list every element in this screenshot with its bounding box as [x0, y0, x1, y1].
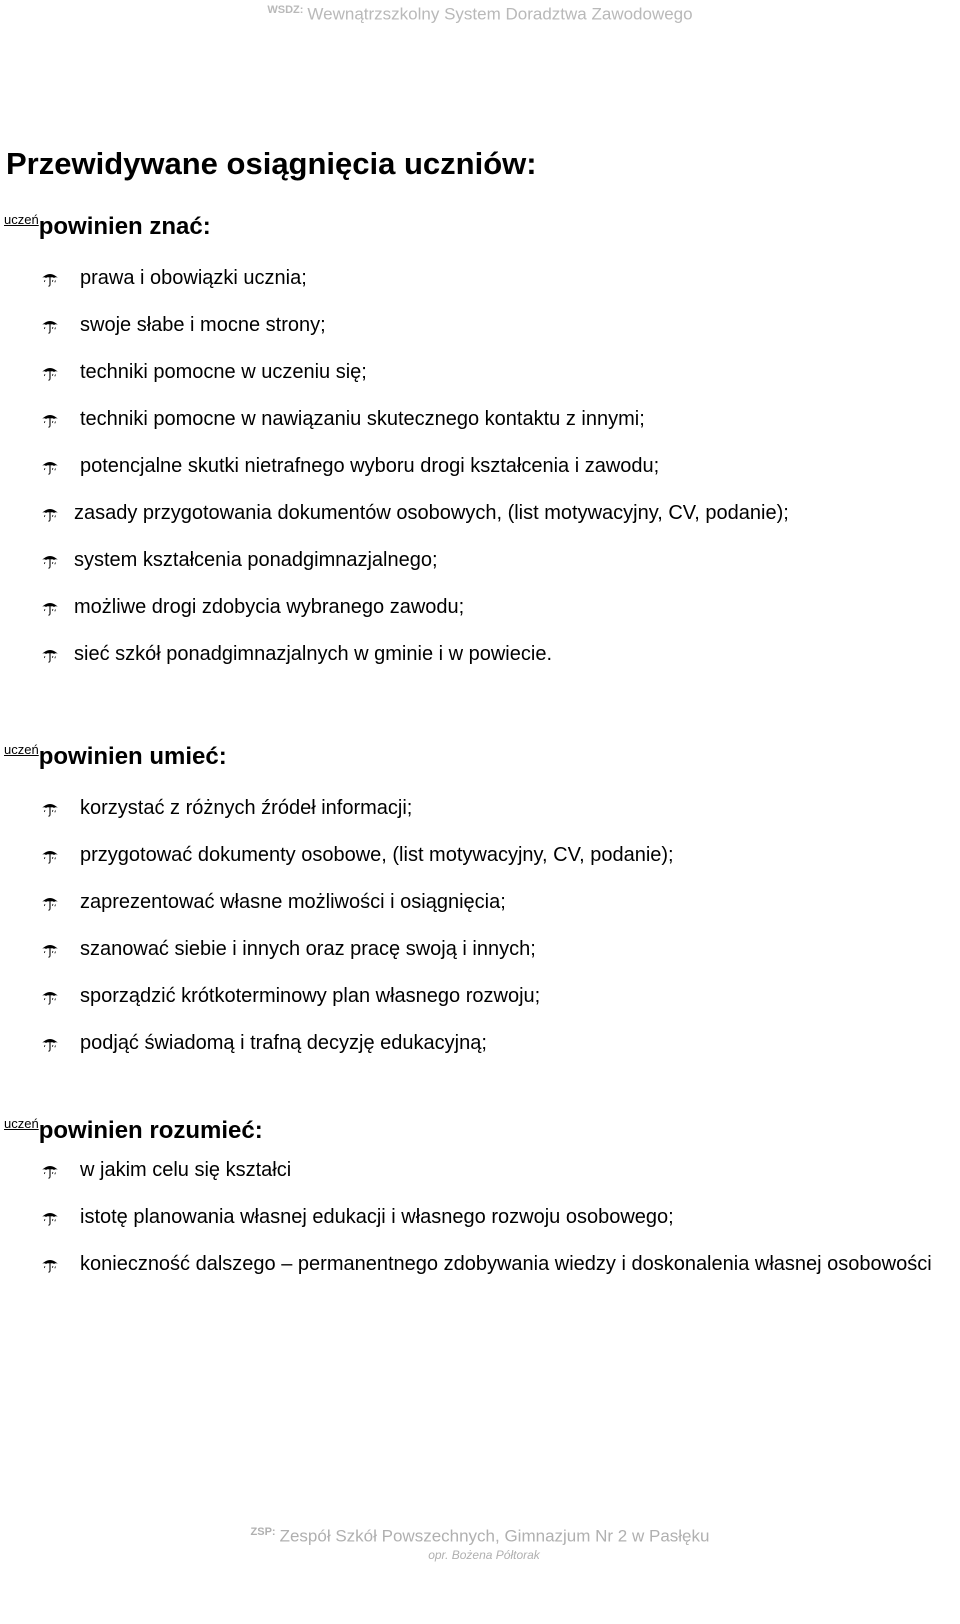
umbrella-icon	[40, 942, 60, 958]
section-heading-label: powinien umieć:	[38, 743, 227, 770]
list-item-text: korzystać z różnych źródeł informacji;	[80, 797, 413, 819]
list-item	[4, 266, 954, 313]
list-item	[4, 313, 954, 360]
header-abbr: WSDZ:	[267, 4, 304, 16]
section-know	[4, 212, 954, 689]
umbrella-icon	[40, 506, 60, 522]
list-item-text: zaprezentować własne możliwości i osiągnięcia;	[80, 891, 506, 913]
list-item	[4, 1241, 954, 1287]
umbrella-icon	[40, 318, 60, 334]
umbrella-icon	[40, 647, 60, 663]
footer-school: Zespół Szkół Powszechnych, Gimnazjum Nr 2 w Pasłęku	[279, 1526, 710, 1546]
umbrella-icon	[40, 801, 60, 817]
list-item	[4, 501, 954, 548]
list-item	[4, 984, 954, 1031]
section-heading-label: powinien rozumieć:	[38, 1117, 263, 1144]
list-item	[4, 454, 954, 501]
umbrella-icon	[40, 1257, 60, 1273]
footer-abbr: ZSP:	[250, 1526, 276, 1538]
umbrella-icon	[40, 459, 60, 475]
footer-author: opr. Bożena Półtorak	[428, 1548, 540, 1563]
list-item-text: techniki pomocne w uczeniu się;	[80, 361, 367, 383]
section-heading-label: powinien znać:	[38, 213, 211, 240]
list-item	[4, 890, 954, 937]
list-item	[4, 843, 954, 890]
list-item-text: szanować siebie i innych oraz pracę swoją i innych;	[80, 938, 536, 960]
list-item	[4, 360, 954, 407]
section-subject: uczeń	[4, 212, 39, 227]
section-subject: uczeń	[4, 742, 39, 757]
list-item	[4, 595, 954, 642]
list-item-text: przygotować dokumenty osobowe, (list motywacyjny, CV, podanie);	[80, 844, 674, 866]
list-item-text: techniki pomocne w nawiązaniu skutecznego kontaktu z innymi;	[80, 408, 645, 430]
umbrella-icon	[40, 989, 60, 1005]
section-heading	[4, 742, 954, 778]
header-title: Wewnątrzszkolny System Doradztwa Zawodowego	[307, 4, 693, 24]
section-understand	[4, 1116, 954, 1287]
list-item-text: swoje słabe i mocne strony;	[80, 314, 326, 336]
umbrella-icon	[40, 1163, 60, 1179]
list-item	[4, 1031, 954, 1078]
list-item-text: potencjalne skutki nietrafnego wyboru drogi kształcenia i zawodu;	[80, 455, 660, 477]
list-item-text: możliwe drogi zdobycia wybranego zawodu;	[74, 596, 465, 618]
umbrella-icon	[40, 895, 60, 911]
footer-school-line	[0, 1526, 960, 1546]
page-header	[0, 4, 960, 24]
list-item	[4, 548, 954, 595]
list-item-text: prawa i obowiązki ucznia;	[80, 267, 307, 289]
umbrella-icon	[40, 271, 60, 287]
know-list	[4, 266, 954, 689]
umbrella-icon	[40, 1210, 60, 1226]
list-item	[4, 796, 954, 843]
umbrella-icon	[40, 412, 60, 428]
page-title: Przewidywane osiągnięcia uczniów:	[6, 146, 537, 181]
section-heading	[4, 1116, 954, 1152]
list-item-text: podjąć świadomą i trafną decyzję edukacyjną;	[80, 1032, 487, 1054]
umbrella-icon	[40, 600, 60, 616]
able-list	[4, 796, 954, 1078]
page-footer	[0, 1526, 960, 1562]
list-item-text: konieczność dalszego – permanentnego zdobywania wiedzy i doskonalenia własnej osobowości	[80, 1253, 932, 1275]
list-item	[4, 407, 954, 454]
list-item	[4, 1158, 954, 1205]
list-item-text: system kształcenia ponadgimnazjalnego;	[74, 549, 438, 571]
umbrella-icon	[40, 848, 60, 864]
list-item-text: istotę planowania własnej edukacji i własnego rozwoju osobowego;	[80, 1206, 674, 1228]
section-subject: uczeń	[4, 1116, 39, 1131]
list-item	[4, 642, 954, 689]
umbrella-icon	[40, 553, 60, 569]
list-item-text: sieć szkół ponadgimnazjalnych w gminie i w powiecie.	[74, 643, 552, 665]
list-item-text: w jakim celu się kształci	[80, 1159, 292, 1181]
umbrella-icon	[40, 365, 60, 381]
list-item-text: zasady przygotowania dokumentów osobowych, (list motywacyjny, CV, podanie);	[74, 502, 789, 524]
list-item-text: sporządzić krótkoterminowy plan własnego rozwoju;	[80, 985, 541, 1007]
section-heading	[4, 212, 954, 248]
section-able	[4, 742, 954, 1078]
understand-list	[4, 1158, 954, 1287]
list-item	[4, 937, 954, 984]
umbrella-icon	[40, 1036, 60, 1052]
